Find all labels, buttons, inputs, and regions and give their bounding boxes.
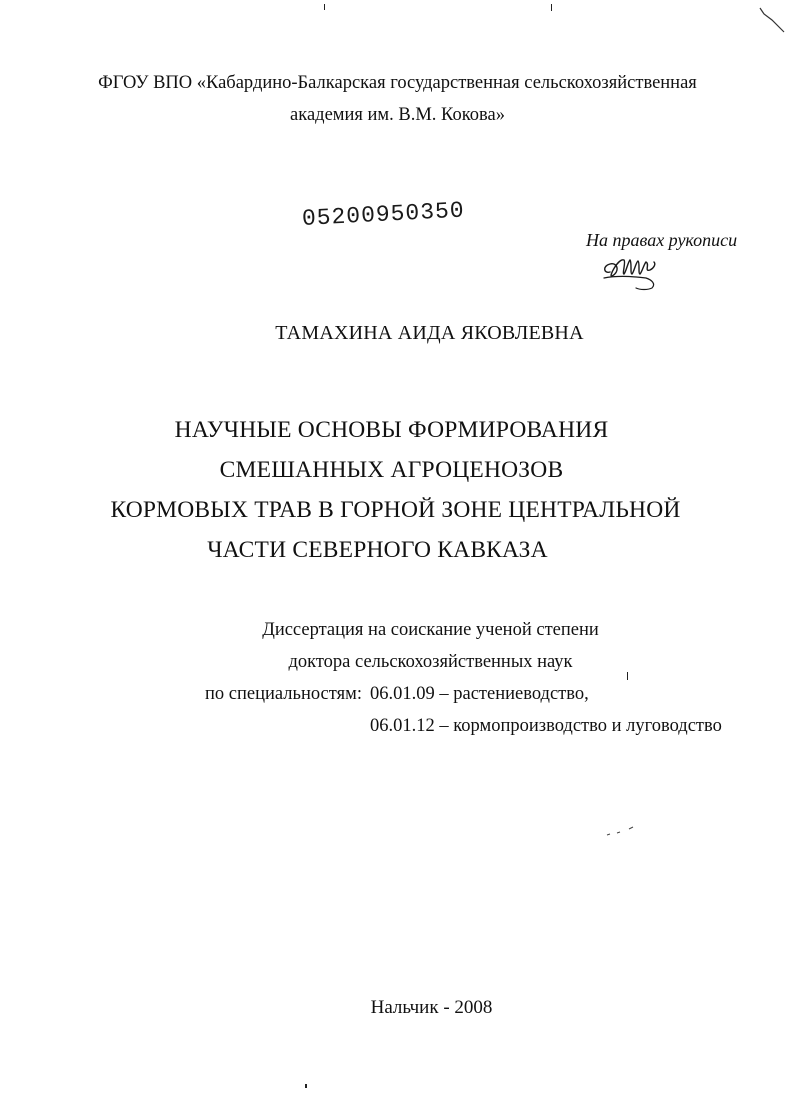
- degree-line-1: Диссертация на соискание ученой степени: [262, 620, 599, 640]
- city-year: Нальчик - 2008: [370, 997, 493, 1018]
- scan-speck: [305, 1084, 307, 1088]
- scan-speck: [551, 4, 552, 11]
- scan-dashes: [605, 824, 641, 838]
- institution-line-2: академия им. В.М. Кокова»: [290, 105, 505, 125]
- title-line-1: НАУЧНЫЕ ОСНОВЫ ФОРМИРОВАНИЯ: [174, 417, 609, 443]
- author-name: ТАМАХИНА АИДА ЯКОВЛЕВНА: [275, 322, 584, 344]
- title-line-4: ЧАСТИ СЕВЕРНОГО КАВКАЗА: [207, 537, 548, 563]
- handwritten-signature: [600, 252, 664, 296]
- catalog-number: 05200950350: [301, 197, 466, 232]
- specialty-2: 06.01.12 – кормопроизводство и луговодство: [370, 716, 722, 736]
- degree-line-2: доктора сельскохозяйственных наук: [288, 652, 573, 672]
- scan-corner-mark: [758, 6, 788, 36]
- title-line-2: СМЕШАННЫХ АГРОЦЕНОЗОВ: [219, 457, 564, 483]
- scan-speck: [324, 4, 325, 10]
- specialty-1: 06.01.09 – растениеводство,: [370, 684, 589, 704]
- institution-line-1: ФГОУ ВПО «Кабардино-Балкарская государственная сельскохозяйственная: [98, 73, 697, 93]
- title-line-3: КОРМОВЫХ ТРАВ В ГОРНОЙ ЗОНЕ ЦЕНТРАЛЬНОЙ: [110, 497, 681, 523]
- scan-speck: [627, 672, 628, 680]
- rights-note: На правах рукописи: [586, 230, 738, 250]
- specialties-label: по специальностям:: [205, 684, 362, 704]
